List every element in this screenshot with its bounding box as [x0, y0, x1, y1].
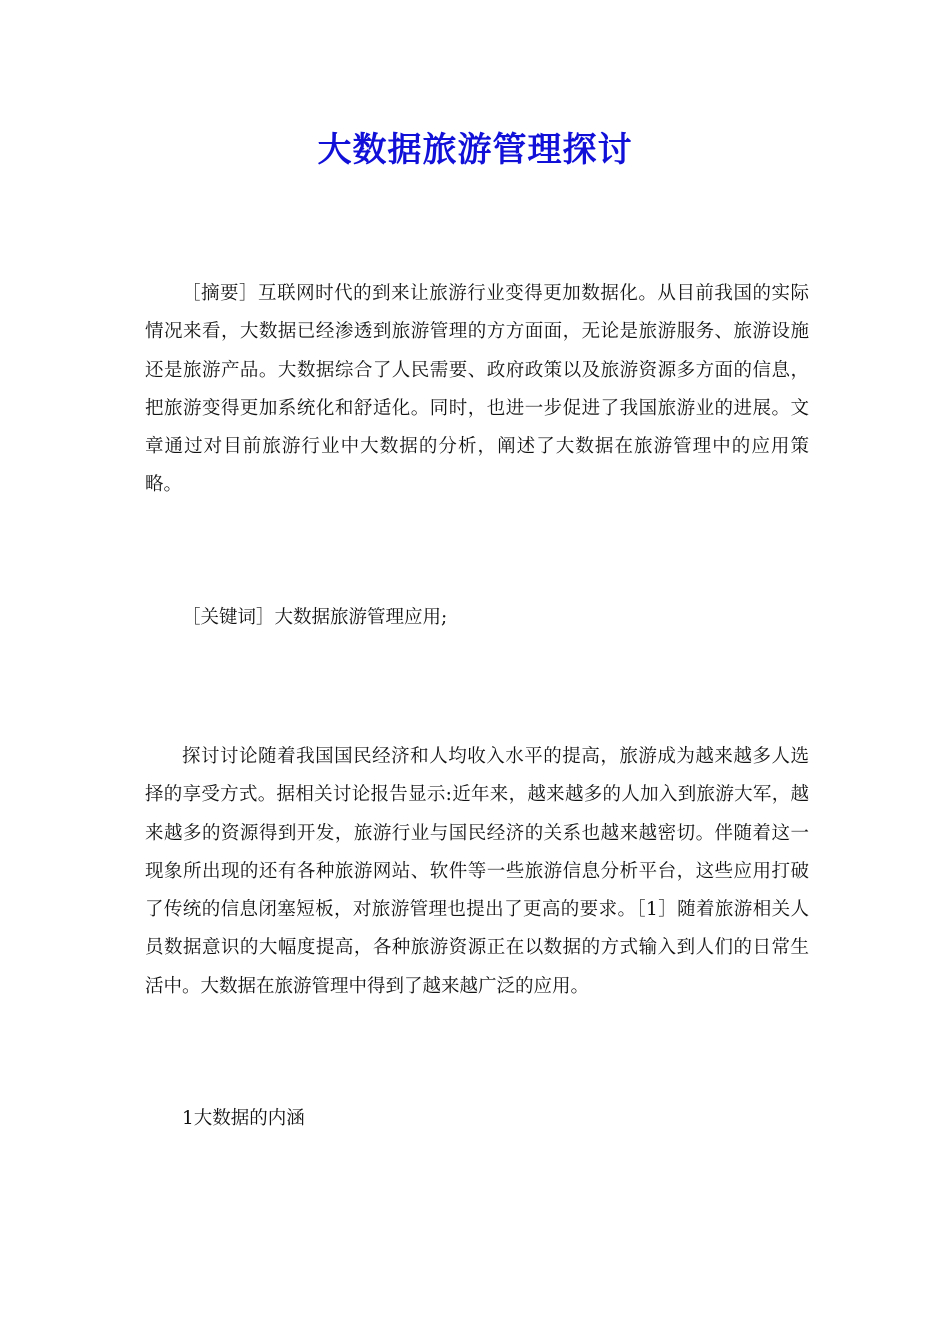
- section-heading-1: 1大数据的内涵: [182, 1108, 305, 1129]
- document-title: 大数据旅游管理探讨: [317, 130, 633, 170]
- intro-paragraph: 探讨讨论随着我国国民经济和人均收入水平的提高，旅游成为越来越多人选择的享受方式。据相关讨论报告显示:近年来，越来越多的人加入到旅游大军，越来越多的资源得到开发，旅游行业与国民经济的关系也越来越密切。伴随着这一现象所出现的还有各种旅游网站、软件等一些旅游信息分析平台，这些应用打破了传统的信息闭塞短板，对旅游管理也提出了更高的要求。［1］随着旅游相关人员数据意识的大幅度提高，各种旅游资源正在以数据的方式输入到人们的日常生活中。大数据在旅游管理中得到了越来越广泛的应用。: [145, 746, 809, 997]
- keywords-paragraph: ［关键词］大数据旅游管理应用;: [182, 607, 448, 628]
- abstract-paragraph: ［摘要］互联网时代的到来让旅游行业变得更加数据化。从目前我国的实际情况来看，大数据已经渗透到旅游管理的方方面面，无论是旅游服务、旅游设施还是旅游产品。大数据综合了人民需要、政府政策以及旅游资源多方面的信息，把旅游变得更加系统化和舒适化。同时，也进一步促进了我国旅游业的进展。文章通过对目前旅游行业中大数据的分析，阐述了大数据在旅游管理中的应用策略。: [145, 283, 809, 496]
